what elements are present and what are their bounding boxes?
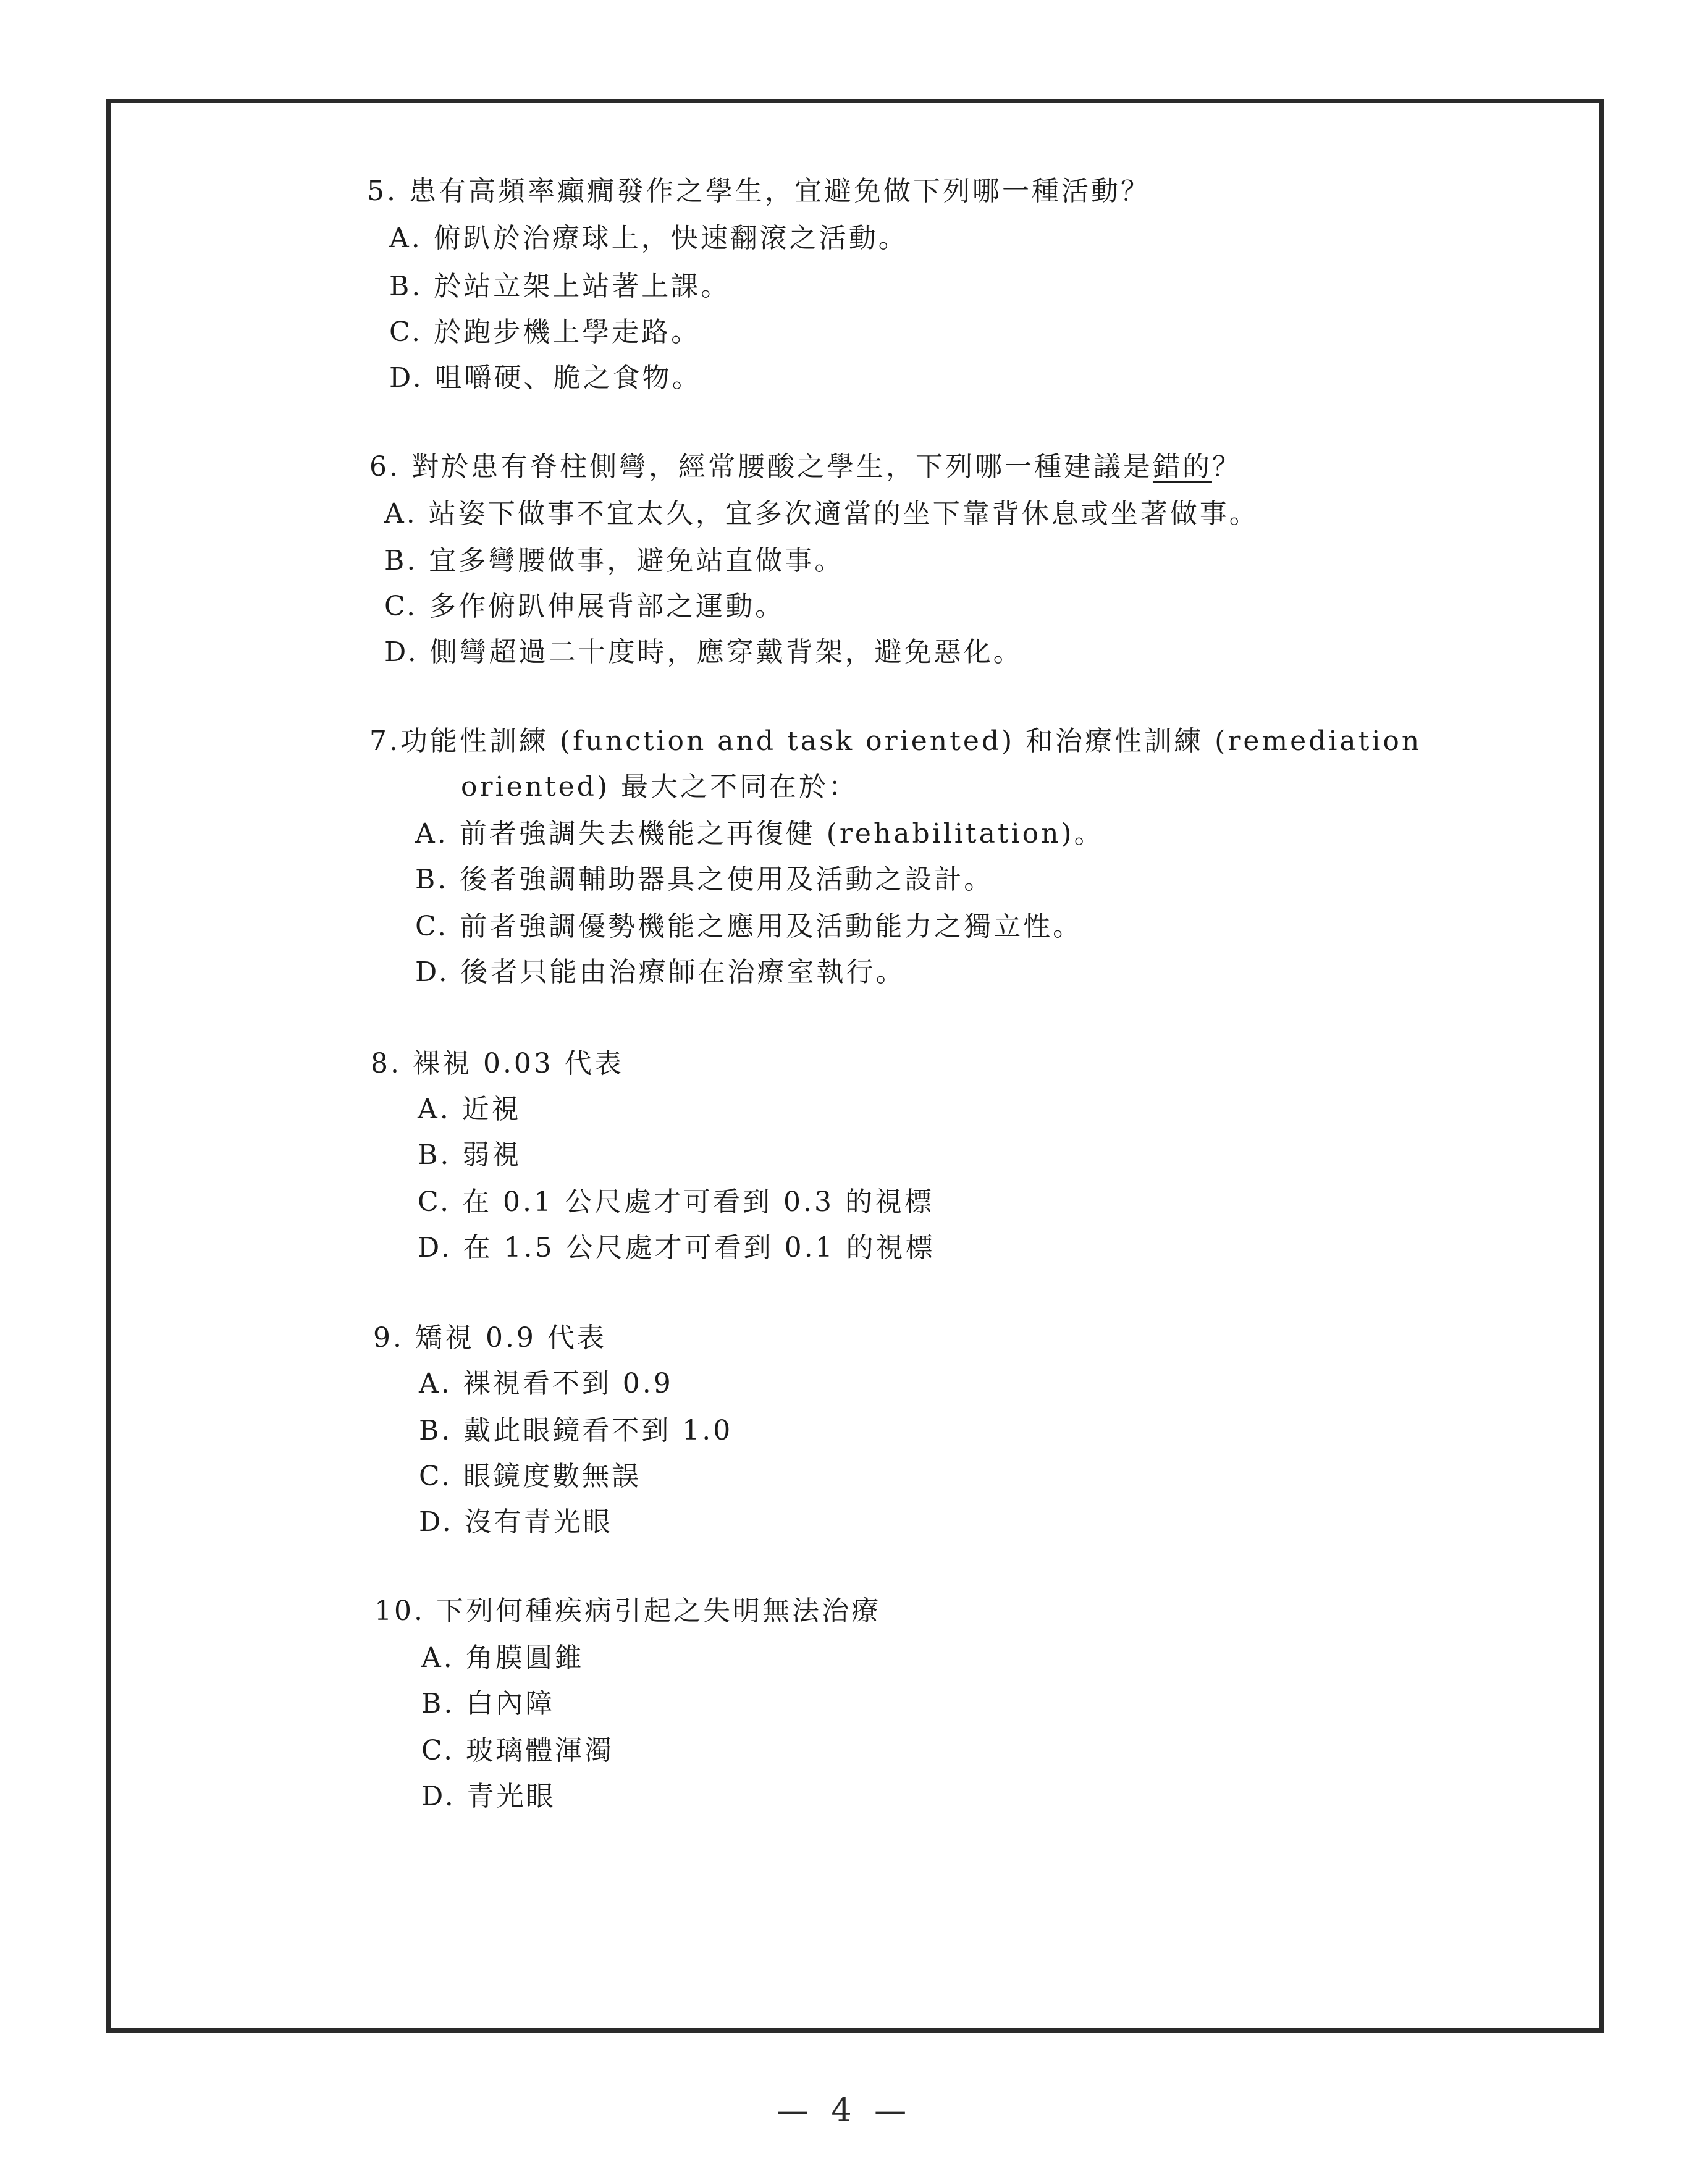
question-10-stem: 10. 下列何種疾病引起之失明無法治療 <box>374 1595 881 1627</box>
question-7-stem-line-2: oriented) 最大之不同在於： <box>461 771 859 803</box>
question-7-stem-line-1: 7.功能性訓練 (function and task oriented) 和治療性訓練 (remediation <box>369 725 1422 757</box>
question-8-stem: 8. 裸視 0.03 代表 <box>371 1048 624 1079</box>
question-9-option-b: B. 戴此眼鏡看不到 1.0 <box>419 1415 733 1446</box>
question-9-option-d: D. 沒有青光眼 <box>419 1506 613 1538</box>
question-8-option-d: D. 在 1.5 公尺處才可看到 0.1 的視標 <box>418 1232 935 1263</box>
question-9-option-c: C. 眼鏡度數無誤 <box>419 1461 642 1492</box>
question-10-option-d: D. 青光眼 <box>421 1781 556 1812</box>
question-6-stem <box>369 450 1242 484</box>
question-6-option-d: D. 側彎超過二十度時，應穿戴背架，避免惡化。 <box>384 636 1023 668</box>
question-9-option-a: A. 裸視看不到 0.9 <box>419 1368 673 1399</box>
question-6-option-a: A. 站姿下做事不宜太久，宜多次適當的坐下靠背休息或坐著做事。 <box>384 498 1259 529</box>
question-8-option-c: C. 在 0.1 公尺處才可看到 0.3 的視標 <box>418 1186 934 1218</box>
question-6-option-b: B. 宜多彎腰做事，避免站直做事。 <box>384 545 845 576</box>
page-number: — 4 — <box>776 2092 913 2129</box>
question-7-option-b: B. 後者強調輔助器具之使用及活動之設計。 <box>415 864 994 895</box>
question-6-stem-text: 6. 對於患有脊柱側彎，經常腰酸之學生，下列哪一種建議是 <box>369 451 1153 483</box>
question-7-option-a: A. 前者強調失去機能之再復健 (rehabilitation)。 <box>415 818 1104 850</box>
question-10-option-c: C. 玻璃體渾濁 <box>421 1735 615 1766</box>
question-5-option-b: B. 於站立架上站著上課。 <box>389 271 731 302</box>
question-8-option-a: A. 近視 <box>418 1094 521 1125</box>
question-5-option-a: A. 俯趴於治療球上，快速翻滾之活動。 <box>389 222 908 254</box>
question-5-stem: 5. 患有高頻率癲癇發作之學生，宜避免做下列哪一種活動？ <box>367 175 1150 207</box>
question-7-option-c: C. 前者強調優勢機能之應用及活動能力之獨立性。 <box>415 911 1083 942</box>
question-7-option-d: D. 後者只能由治療師在治療室執行。 <box>415 956 906 988</box>
question-10-option-a: A. 角膜圓錐 <box>421 1642 584 1674</box>
question-6-option-c: C. 多作俯趴伸展背部之運動。 <box>384 591 785 622</box>
question-10-option-b: B. 白內障 <box>421 1688 555 1719</box>
question-8-option-b: B. 弱視 <box>418 1139 522 1171</box>
question-5-option-c: C. 於跑步機上學走路。 <box>389 316 701 348</box>
question-9-stem: 9. 矯視 0.9 代表 <box>373 1322 607 1354</box>
question-6-stem-emphasis: 錯的 <box>1152 451 1212 483</box>
question-6-stem-end: ？ <box>1211 451 1242 483</box>
question-5-option-d: D. 咀嚼硬、脆之食物。 <box>389 362 702 394</box>
